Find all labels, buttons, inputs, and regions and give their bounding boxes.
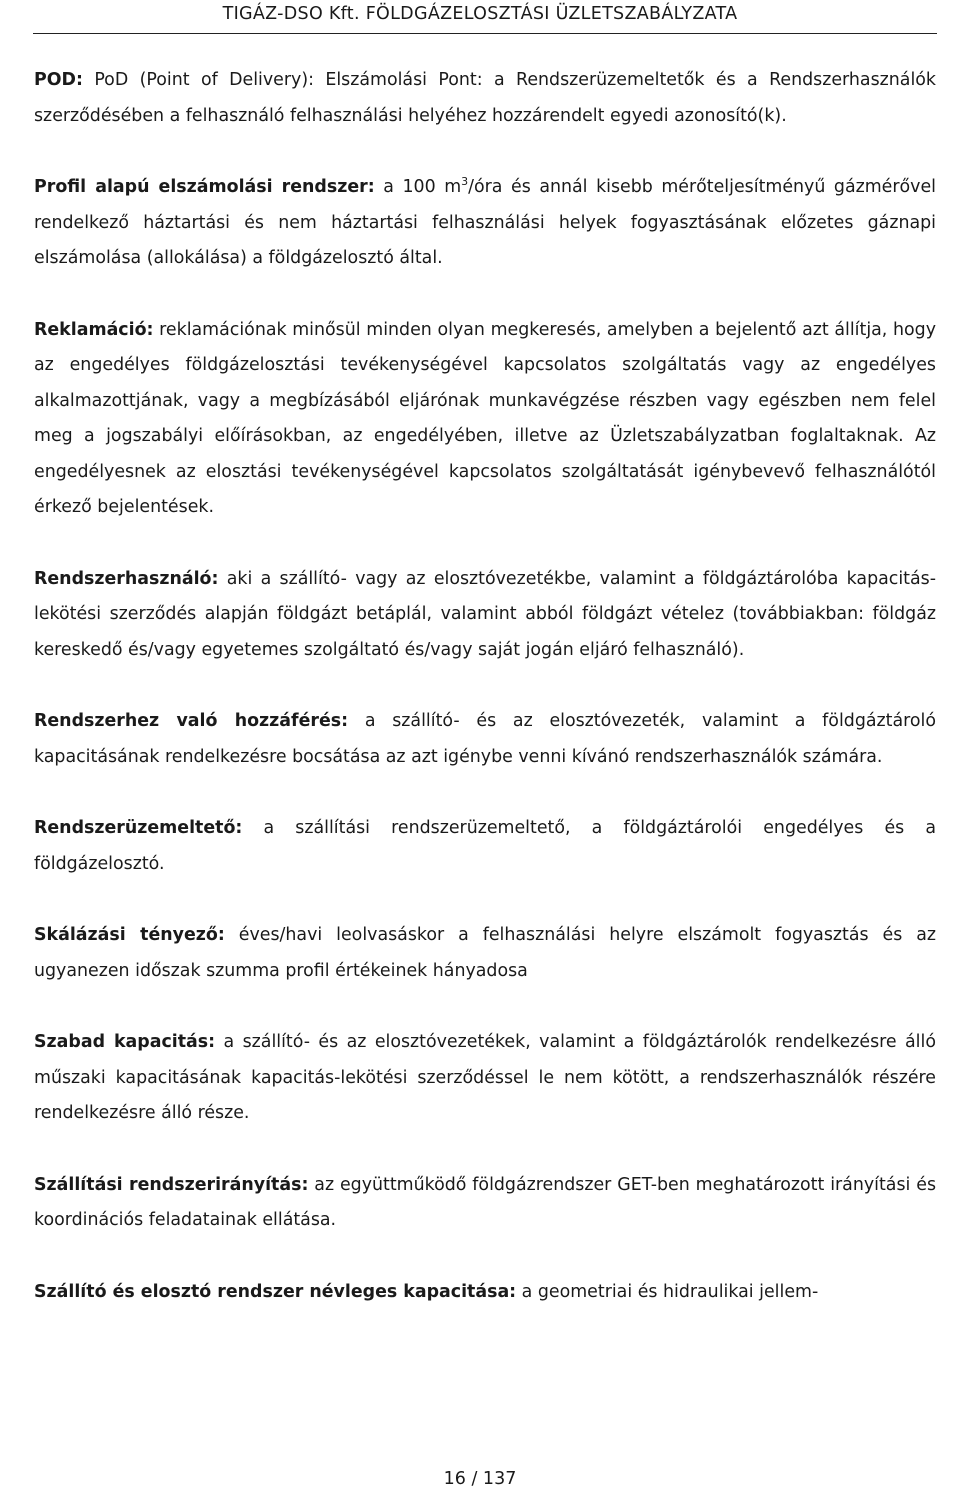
document-body	[34, 63, 936, 1310]
definition-nevleges-kapacitas	[34, 1275, 936, 1311]
definition-term: Skálázási tényező:	[34, 925, 225, 945]
definition-text: a szállítási rendszerüzemeltető, a földgáztárolói engedélyes és a földgázelosztó.	[34, 818, 936, 874]
definition-text: az együttműködő földgázrendszer GET-ben meghatározott irányítási és koordinációs feladatainak ellátása.	[34, 1174, 936, 1230]
superscript: 3	[461, 175, 469, 189]
header-divider	[33, 33, 937, 34]
definition-reklamacio	[34, 313, 936, 526]
definition-term: Rendszerhasználó:	[34, 568, 219, 589]
definition-text: a szállító- és az elosztóvezetékek, valamint a földgáztárolók rendelkezésre álló műszaki kapacitásának kapacitás-lekötési szerződéssel le nem kötött, a rendszerhasználók részére rendelkezésre álló része.	[34, 1032, 936, 1123]
definition-text: reklamációnak minősül minden olyan megkeresés, amelyben a bejelentő azt állítja, hogy az engedélyes földgázelosztási tevékenységével kapcsolatos szolgáltatás vagy az engedélyes alkalmazottjának, vagy a megbízásából eljárónak munkavégzése részben vagy egészben nem felel meg a jogszabályi előírásokban, az engedélyében, illetve az Üzletszabályzatban foglaltaknak. Az engedélyesnek az elosztási tevékenységével kapcsolatos szolgáltatását igénybevevő felhasználótól érkező bejelentések.	[34, 319, 936, 517]
definition-szabad-kapacitas	[34, 1025, 936, 1132]
definition-text: PoD (Point of Delivery): Elszámolási Pont: a Rendszerüzemeltetők és a Rendszerhasználók szerződésében a felhasználó felhasználási helyéhez hozzárendelt egyedi azonosító(k).	[34, 70, 936, 126]
definition-text: aki a szállító- vagy az elosztóvezetékbe, valamint a földgáztárolóba kapacitás-lekötési szerződés alapján földgázt betáplál, valamint abból földgázt vételez (továbbiakban: földgáz kereskedő és/vagy egyetemes szolgáltató és/vagy saját jogán eljáró felhasználó).	[34, 568, 936, 660]
page-header-title: TIGÁZ-DSO Kft. FÖLDGÁZELOSZTÁSI ÜZLETSZABÁLYZATA	[222, 4, 738, 24]
definition-text: éves/havi leolvasáskor a felhasználási helyre elszámolt fogyasztás és az ugyanezen időszak szumma profil értékeinek hányadosa	[34, 925, 937, 981]
definition-profil	[34, 170, 936, 277]
definition-szallitasi-rendszeriranyitas	[34, 1168, 936, 1239]
definition-term: Profil alapú elszámolási rendszer:	[34, 177, 375, 197]
definition-rendszerhasznalo	[34, 562, 936, 669]
definition-term: Rendszerüzemeltető:	[34, 818, 243, 838]
definition-skalazasi-tenyezo	[34, 918, 936, 989]
definition-term: Szabad kapacitás:	[34, 1032, 216, 1052]
definition-term: Szállító és elosztó rendszer névleges kapacitása:	[34, 1281, 517, 1302]
definition-text: a geometriai és hidraulikai jellem-	[516, 1281, 819, 1302]
definition-rendszeruzemelteto	[34, 811, 936, 882]
page-number: 16 / 137	[443, 1469, 517, 1489]
definition-term: Szállítási rendszerirányítás:	[34, 1174, 309, 1195]
definition-rendszerhez-hozzaferes	[34, 704, 936, 775]
definition-text: a 100 m	[374, 177, 462, 197]
definition-text: /óra és annál kisebb mérőteljesítményű gázmérővel rendelkező háztartási és nem háztartási felhasználási helyek fogyasztásának előzetes gáznapi elszámolása (allokálása) a földgázelosztó által.	[34, 177, 936, 268]
definition-term: Reklamáció:	[34, 319, 154, 340]
definition-term: Rendszerhez való hozzáférés:	[34, 711, 349, 731]
definition-text: a szállító- és az elosztóvezeték, valamint a földgáztároló kapacitásának rendelkezésre bocsátása az azt igénybe venni kívánó rendszerhasználók számára.	[34, 711, 936, 767]
definition-term: POD:	[34, 70, 83, 90]
definition-pod	[34, 63, 936, 134]
